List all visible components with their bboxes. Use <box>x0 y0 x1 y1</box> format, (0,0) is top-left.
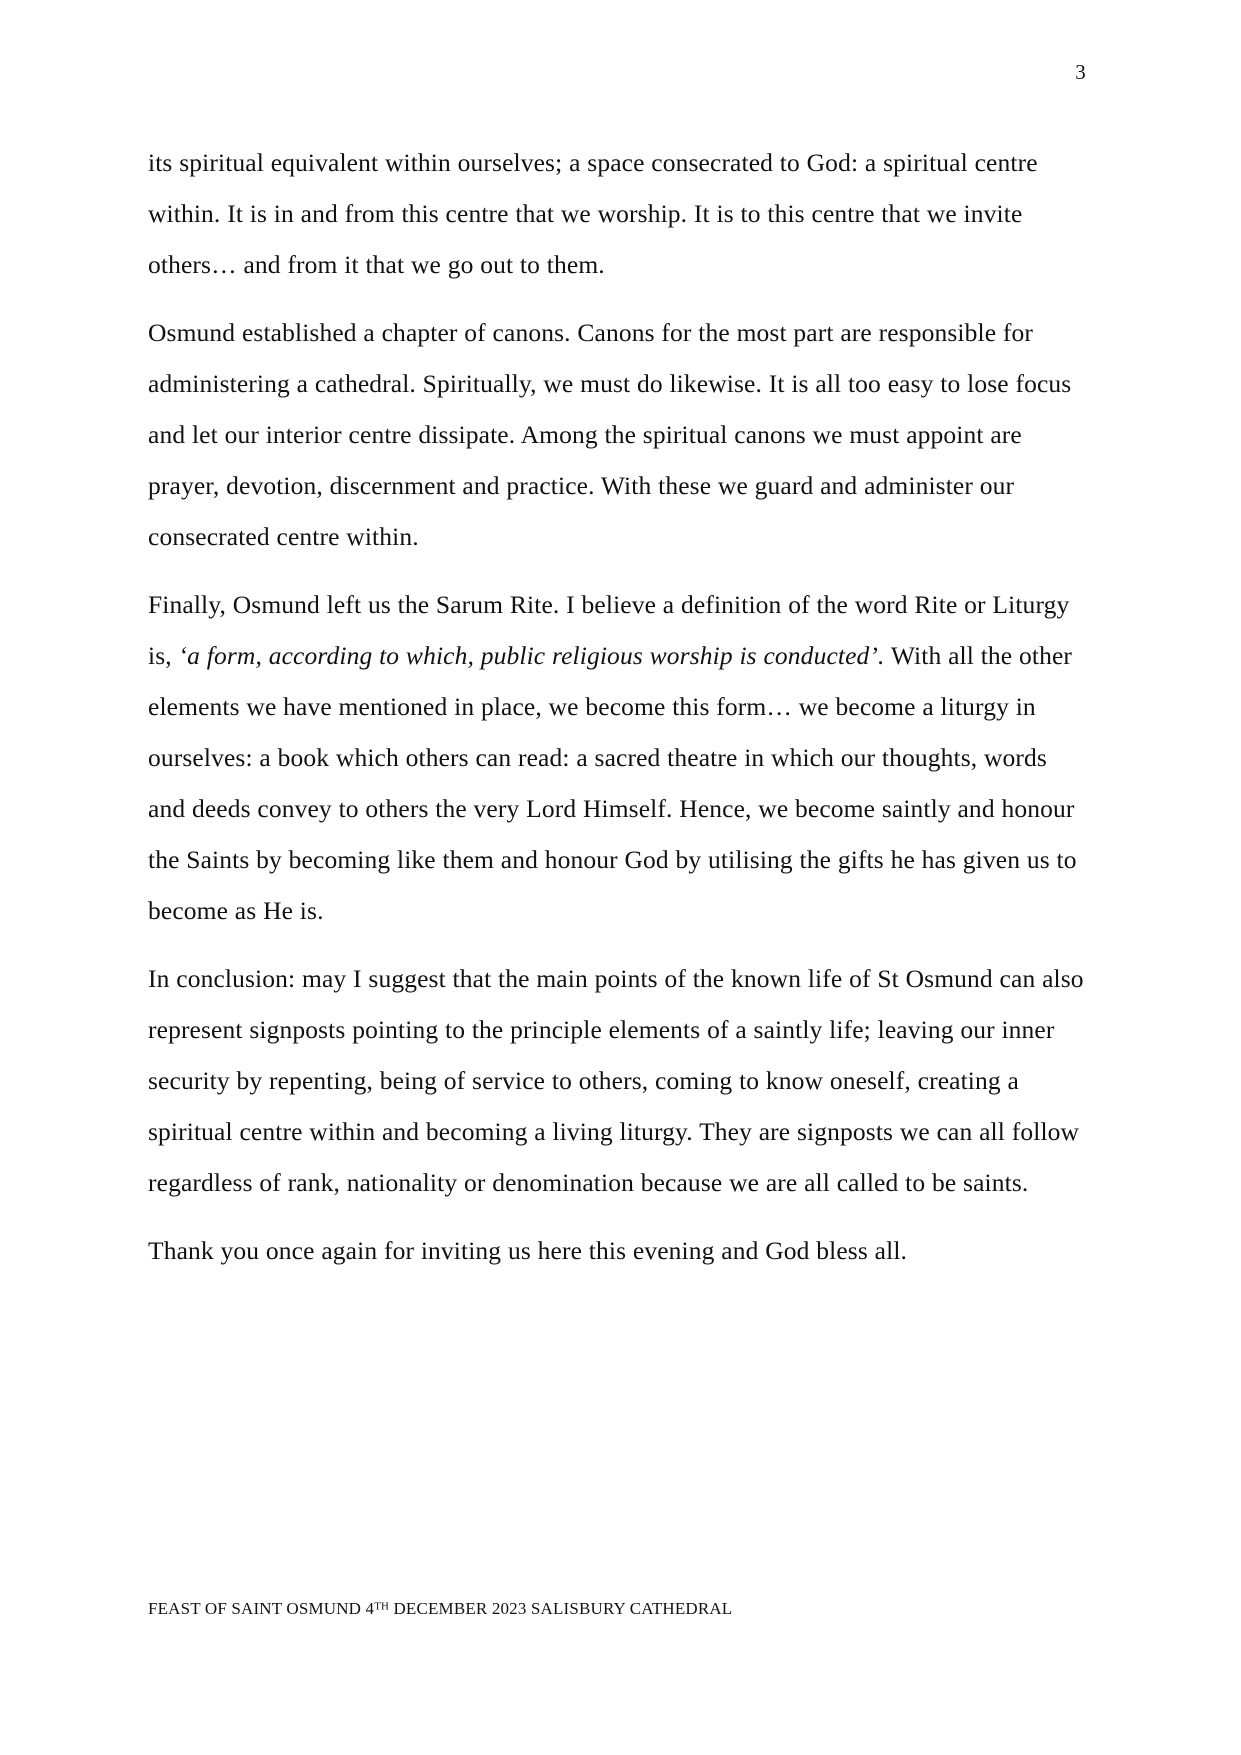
paragraph-3-tail: With all the other elements we have mentioned in place, we become this form… we become a liturgy in ourselves: a book which others can read: a sacred theatre in which our thoughts, words and deeds convey to others the very Lord Himself. Hence, we become saintly and honour the Saints by becoming like them and honour God by utilising the gifts he has given us to become as He is. <box>148 641 1077 925</box>
page-footer <box>148 1598 732 1620</box>
footer-text-part-2: DECEMBER 2023 SALISBURY CATHEDRAL <box>389 1599 733 1618</box>
page-number: 3 <box>1075 60 1086 84</box>
paragraph-3 <box>148 579 1086 936</box>
paragraph-3-italic-quote: ‘a form, according to which, public religious worship is conducted’. <box>178 641 885 670</box>
paragraph-2: Osmund established a chapter of canons. Canons for the most part are responsible for administering a cathedral. Spiritually, we must do likewise. It is all too easy to lose focus and let our interior centre dissipate. Among the spiritual canons we must appoint are prayer, devotion, discernment and practice. With these we guard and administer our consecrated centre within. <box>148 318 1072 551</box>
paragraph-3-lead: Finally, Osmund left us the Sarum Rite. I believe a definition of the word Rite or Liturgy is, <box>148 590 1070 670</box>
paragraph-4: In conclusion: may I suggest that the main points of the known life of St Osmund can also represent signposts pointing to the principle elements of a saintly life; leaving our inner security by repenting, being of service to others, coming to know oneself, creating a spiritual centre within and becoming a living liturgy. They are signposts we can all follow regardless of rank, nationality or denomination because we are all called to be saints. <box>148 964 1084 1197</box>
paragraph-5: Thank you once again for inviting us here this evening and God bless all. <box>148 1236 908 1265</box>
paragraph-1: its spiritual equivalent within ourselves; a space consecrated to God: a spiritual centre within. It is in and from this centre that we worship. It is to this centre that we invite others… and from it that we go out to them. <box>148 148 1038 279</box>
document-body <box>148 137 1086 1276</box>
footer-text-part-1: FEAST OF SAINT OSMUND 4 <box>148 1599 375 1618</box>
footer-ordinal-suffix: TH <box>374 1600 390 1613</box>
